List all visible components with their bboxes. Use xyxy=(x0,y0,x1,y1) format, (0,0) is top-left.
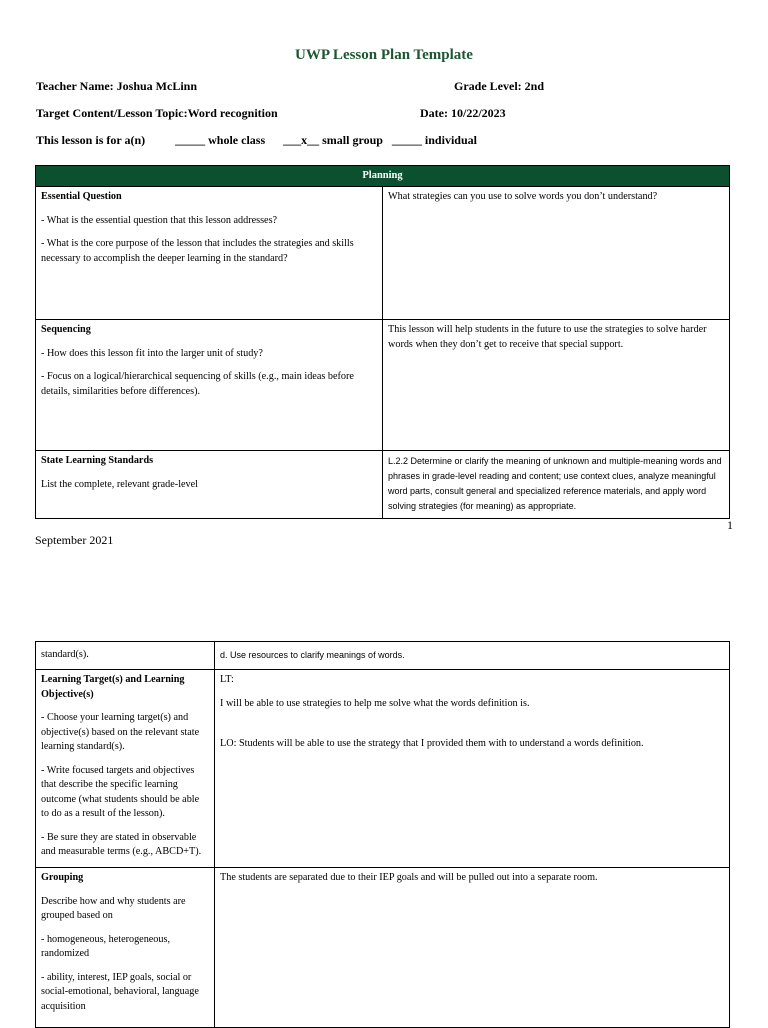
prompt-text: - What is the essential question that this lesson addresses? xyxy=(41,214,278,226)
prompt-text: - ability, interest, IEP goals, social or social-emotional, behavioral, language acquisition xyxy=(41,971,199,1012)
page-number: 1 xyxy=(727,518,733,532)
prompt-text: - How does this lesson fit into the larger unit of study? xyxy=(41,347,263,359)
learning-targets-answer xyxy=(215,670,730,868)
lesson-date: Date: 10/22/2023 xyxy=(420,106,506,120)
grade-level: Grade Level: 2nd xyxy=(454,79,544,93)
lesson-for-line: This lesson is for a(n) _____ whole class ___x__ small group _____ individual xyxy=(36,133,477,147)
essential-question-answer: What strategies can you use to solve words you don’t understand? xyxy=(383,187,730,320)
essential-question-label: Essential Question xyxy=(41,191,122,202)
planning-table xyxy=(35,165,730,519)
learning-targets-label: Learning Target(s) and Learning Objective(s) xyxy=(41,674,185,700)
table-row xyxy=(36,670,730,868)
prompt-text: Describe how and why students are grouped based on xyxy=(41,895,186,921)
grouping-cell xyxy=(36,868,215,1028)
standards-continued-answer: d. Use resources to clarify meanings of words. xyxy=(215,642,730,670)
lesson-topic: Target Content/Lesson Topic:Word recognition xyxy=(36,106,278,120)
prompt-text: - Focus on a logical/hierarchical sequencing of skills (e.g., main ideas before details, similarities before differences). xyxy=(41,371,354,397)
planning-header: Planning xyxy=(36,166,730,187)
table-row xyxy=(36,320,730,451)
planning-header-row xyxy=(36,166,730,187)
lt-text: I will be able to use strategies to help me solve what the words definition is. xyxy=(220,697,530,709)
standards-label: State Learning Standards xyxy=(41,455,154,466)
prompt-text: - Be sure they are stated in observable and measurable terms (e.g., ABCD+T). xyxy=(41,831,202,857)
planning-table-continued xyxy=(35,641,730,1028)
lt-label: LT: xyxy=(220,674,234,685)
prompt-text: - homogeneous, heterogeneous, randomized xyxy=(41,933,171,959)
table-row xyxy=(36,642,730,670)
topic-line xyxy=(36,106,728,121)
sequencing-answer: This lesson will help students in the future to use the strategies to solve harder words when they don’t get to receive that special support. xyxy=(383,320,730,451)
document-title: UWP Lesson Plan Template xyxy=(295,47,473,63)
learning-targets-cell xyxy=(36,670,215,868)
sequencing-cell xyxy=(36,320,383,451)
table-row xyxy=(36,451,730,519)
prompt-text: - Choose your learning target(s) and objective(s) based on the relevant state learning standard(s). xyxy=(41,712,200,752)
essential-question-cell xyxy=(36,187,383,320)
grouping-answer: The students are separated due to their IEP goals and will be pulled out into a separate room. xyxy=(215,868,730,1028)
prompt-text: - Write focused targets and objectives that describe the specific learning outcome (what students should be able to do as a result of the lesson). xyxy=(41,764,200,819)
prompt-text: List the complete, relevant grade-level xyxy=(41,478,198,490)
grouping-label: Grouping xyxy=(41,872,84,883)
teacher-name: Teacher Name: Joshua McLinn xyxy=(36,79,198,93)
sequencing-label: Sequencing xyxy=(41,324,91,335)
lo-text: LO: Students will be able to use the strategy that I provided them with to understand a words definition. xyxy=(220,738,644,749)
standards-answer: L.2.2 Determine or clarify the meaning of unknown and multiple-meaning words and phrases in grade-level reading and content; use context clues, analyze meaningful word parts, consult general and specialized reference materials, and apply word solving strategies (for meaning) as appropriate. xyxy=(383,451,730,519)
table-row xyxy=(36,187,730,320)
prompt-text: - What is the core purpose of the lesson that includes the strategies and skills necessary to accomplish the deeper learning in the standard? xyxy=(41,238,354,264)
standards-continued-cell: standard(s). xyxy=(36,642,215,670)
footer-date: September 2021 xyxy=(35,533,114,547)
teacher-line xyxy=(36,79,728,94)
standards-cell xyxy=(36,451,383,519)
table-row xyxy=(36,868,730,1028)
